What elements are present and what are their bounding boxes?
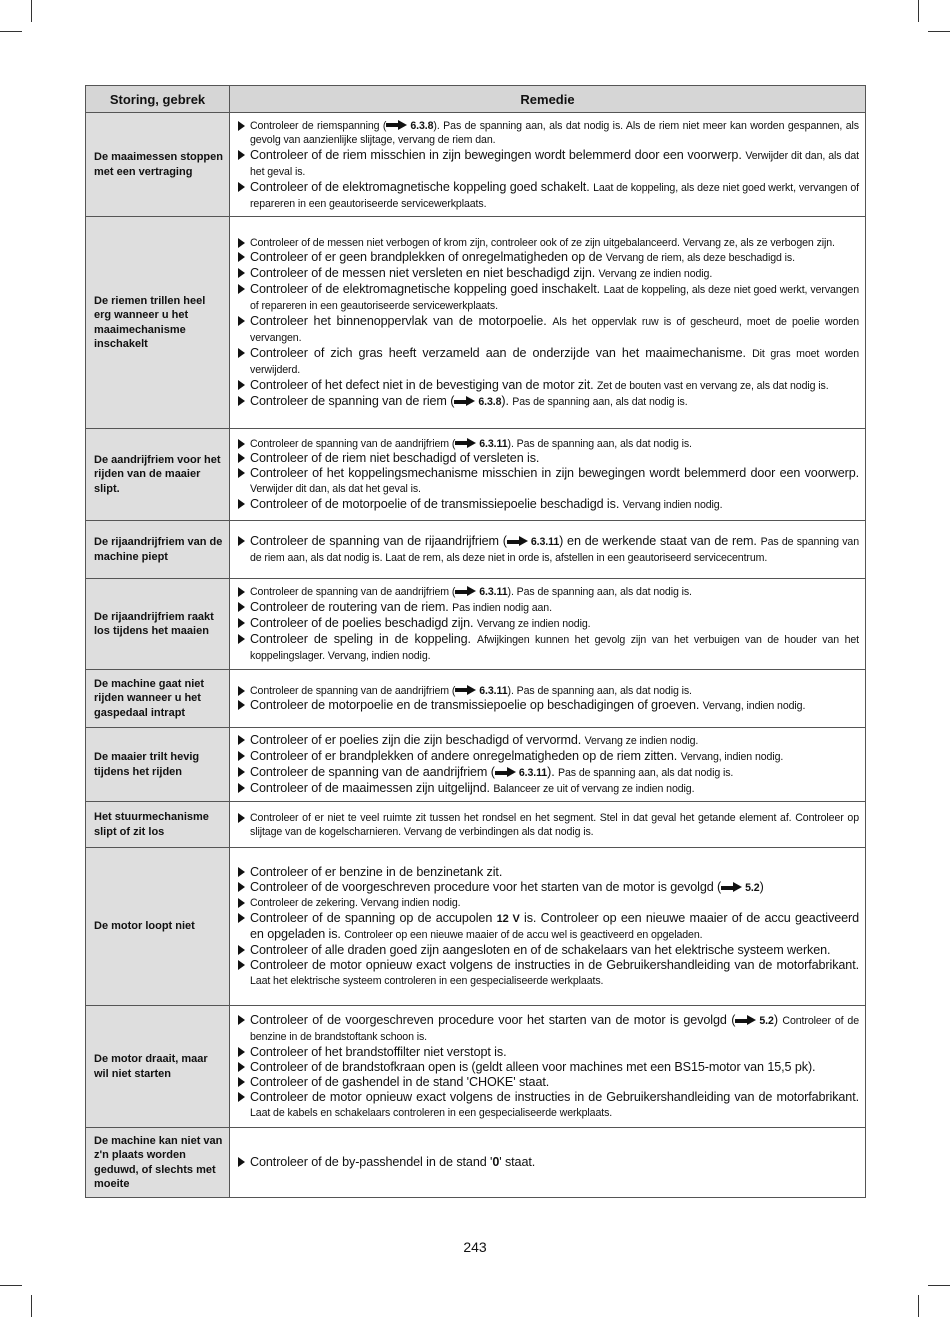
remedy-detail: Vervang, indien nodig. (702, 700, 806, 713)
remedy-detail: Vervang ze indien nodig. (476, 617, 591, 630)
remedy-item (238, 733, 859, 749)
problem-cell: De motor loopt niet (86, 848, 230, 1006)
remedy-text: Controleer de motorpoelie en de transmissiepoelie op beschadigingen of groeven. (250, 698, 700, 713)
remedy-item (238, 616, 859, 632)
remedy-text: Controleer de motor opnieuw exact volgens de instructies in de Gebruikershandleiding van de motorfabrikant. (250, 957, 859, 972)
table-header-row (86, 86, 866, 113)
remedy-cell (230, 429, 866, 521)
remedy-item (238, 749, 859, 765)
bullet-triangle-icon (238, 618, 245, 628)
remedy-text: Controleer of de riem misschien in zijn bewegingen wordt belemmerd door een voorwerp. (250, 147, 742, 162)
section-reference (735, 1015, 773, 1027)
remedy-detail: Pas de spanning aan, als dat nodig is. (512, 396, 688, 409)
problem-column-header: Storing, gebrek (86, 86, 230, 113)
remedy-item (238, 1013, 859, 1045)
problem-cell: De maaimessen stoppen met een vertraging (86, 113, 230, 217)
problem-cell: De rijaandrijfriem van de machine piept (86, 521, 230, 579)
remedy-detail: Vervang indien nodig. (622, 499, 723, 512)
remedy-text: ' staat. (499, 1155, 536, 1169)
remedy-detail: Verwijder dit dan, als dat het geval is. (250, 483, 421, 496)
problem-cell: De machine gaat niet rijden wanneer u het gaspedaal intrapt (86, 670, 230, 728)
remedy-item (238, 1060, 859, 1075)
remedy-text: ). Pas de spanning aan, als dat nodig is. (507, 586, 692, 599)
remedy-detail: Laat de kabels en schakelaars controleren in een gespecialiseerde werkplaats. (250, 1107, 613, 1119)
remedy-item (238, 958, 859, 989)
reference-number: 6.3.8 (478, 396, 502, 409)
remedy-text: ). (547, 765, 555, 779)
troubleshooting-table (85, 85, 866, 1198)
crop-mark (928, 1285, 950, 1286)
remedy-detail: Afwijkingen kunnen het gevolg zijn van het verbuigen van de houder van het koppelingslager. Vervang, indien nodig. (250, 633, 859, 662)
reference-number: 6.3.11 (479, 684, 508, 697)
problem-cell: De maaier trilt hevig tijdens het rijden (86, 728, 230, 802)
remedy-text: Controleer de riemspanning ( (250, 119, 387, 132)
remedy-cell (230, 217, 866, 429)
remedy-detail: Als het oppervlak ruw is of gescheurd, moet de poelie worden vervangen. (250, 316, 860, 345)
bullet-triangle-icon (238, 1077, 245, 1087)
remedy-cell (230, 1006, 866, 1128)
bullet-triangle-icon (238, 735, 245, 745)
remedy-detail: Vervang ze indien nodig. (598, 268, 713, 281)
problem-cell: Het stuurmechanisme slipt of zit los (86, 802, 230, 848)
remedy-detail: Laat het elektrische systeem controleren in een gespecialiseerde werkplaats. (250, 974, 604, 987)
bullet-triangle-icon (238, 536, 245, 546)
remedy-text: Controleer of de riem niet beschadigd of versleten is. (250, 451, 540, 466)
bullet-triangle-icon (238, 751, 245, 761)
remedy-detail: Laat de koppeling, als deze niet goed werkt, vervangen of repareren in een geautoriseerde servicewerkplaats. (250, 181, 859, 210)
remedy-text: is. Controleer op een nieuwe maaier of de accu geactiveerd en opgeladen is. (250, 910, 859, 941)
table-row (86, 429, 866, 521)
remedy-item (238, 250, 859, 266)
bullet-triangle-icon (238, 439, 245, 449)
remedy-text: Controleer de spanning van de aandrijfriem ( (250, 684, 456, 697)
remedy-text: Controleer of de maaimessen zijn uitgelijnd. (250, 781, 490, 795)
remedy-item (238, 437, 859, 452)
remedy-text: Controleer of zich gras heeft verzameld aan de onderzijde van het maaimechanisme. (250, 346, 746, 361)
remedy-text: ) (759, 880, 764, 895)
remedy-text: Controleer of de elektromagnetische koppeling goed schakelt. (250, 179, 590, 194)
remedy-detail: Vervang ze indien nodig. (584, 735, 699, 747)
remedy-text: Controleer of het koppelingsmechanisme misschien in zijn bewegingen wordt belemmerd door een voorwerp. (250, 466, 859, 481)
section-reference (497, 913, 520, 925)
remedy-item (238, 534, 859, 566)
problem-cell: De aandrijfriem voor het rijden van de maaier slipt. (86, 429, 230, 521)
bullet-triangle-icon (238, 960, 245, 970)
remedy-detail: Balanceer ze uit of vervang ze indien nodig. (493, 783, 695, 795)
remedy-text: Controleer of de messen niet verbogen of krom zijn, controleer ook of ze zijn uitgebalanceerd. Vervang ze, als ze verbogen zijn. (250, 236, 835, 249)
remedy-text: Controleer of het brandstoffilter niet verstopt is. (250, 1045, 507, 1059)
remedy-text: Controleer de motor opnieuw exact volgens de instructies in de Gebruikershandleiding van de motorfabrikant. (250, 1090, 859, 1104)
remedy-cell (230, 728, 866, 802)
remedy-text: ) (773, 1013, 778, 1027)
remedy-item (238, 765, 859, 781)
page-number: 243 (463, 1239, 487, 1255)
remedy-detail: Vervang de riem, als deze beschadigd is. (605, 252, 795, 265)
remedy-item (238, 600, 859, 616)
bullet-triangle-icon (238, 1062, 245, 1072)
bullet-triangle-icon (238, 268, 245, 278)
remedy-item (238, 698, 859, 714)
bullet-triangle-icon (238, 1047, 245, 1057)
remedy-cell (230, 802, 866, 848)
table-row (86, 217, 866, 429)
remedy-item (238, 1155, 859, 1171)
crop-mark (918, 1295, 919, 1317)
bullet-triangle-icon (238, 898, 245, 908)
reference-number: 12 V (496, 912, 520, 925)
reference-number: 5.2 (745, 882, 760, 895)
problem-cell: De motor draait, maar wil niet starten (86, 1006, 230, 1128)
section-reference (721, 882, 759, 894)
table-row (86, 113, 866, 217)
remedy-item (238, 148, 859, 180)
remedy-item (238, 684, 859, 699)
bullet-triangle-icon (238, 783, 245, 793)
crop-mark (0, 1285, 22, 1286)
remedy-item (238, 466, 859, 497)
remedy-text: Controleer of er poelies zijn die zijn beschadigd of vervormd. (250, 733, 582, 747)
problem-cell: De machine kan niet van z'n plaats worden geduwd, of slechts met moeite (86, 1128, 230, 1198)
reference-number: 6.3.11 (479, 586, 508, 599)
remedy-item (238, 811, 859, 840)
remedy-item (238, 378, 859, 394)
remedy-text: Controleer of er brandplekken of andere onregelmatigheden op de riem zitten. (250, 749, 678, 763)
bullet-triangle-icon (238, 238, 245, 248)
bullet-triangle-icon (238, 813, 245, 823)
remedy-text: ). (501, 394, 509, 409)
remedy-item (238, 119, 859, 148)
remedy-detail: Pas de spanning van de riem aan, als dat nodig is. Laat de rem, als deze niet in orde is, afstellen in een geautoriseerd servicecentrum. (250, 536, 859, 564)
remedy-cell (230, 1128, 866, 1198)
bullet-triangle-icon (238, 767, 245, 777)
remedy-detail: Laat de koppeling, als deze niet goed werkt, vervangen of repareren in een geautoriseerde servicewerkplaats. (250, 284, 860, 313)
bullet-triangle-icon (238, 686, 245, 696)
remedy-text: Controleer of er niet te veel ruimte zit tussen het rondsel en het segment. Stel in dat geval het getande element af. Controleer op slijtage van de kogelscharnieren. Vervang de verbindingen als dat nodig is. (250, 811, 859, 838)
section-reference (454, 396, 501, 408)
bullet-triangle-icon (238, 121, 245, 131)
reference-number: 6.3.11 (479, 437, 508, 450)
remedy-item (238, 180, 859, 212)
remedy-detail: Dit gras moet worden verwijderd. (250, 348, 859, 377)
bullet-triangle-icon (238, 882, 245, 892)
bullet-triangle-icon (238, 150, 245, 160)
table-row (86, 728, 866, 802)
bullet-triangle-icon (238, 284, 245, 294)
bullet-triangle-icon (238, 913, 245, 923)
bullet-triangle-icon (238, 945, 245, 955)
problem-cell: De riemen trillen heel erg wanneer u het maaimechanisme inschakelt (86, 217, 230, 429)
bullet-triangle-icon (238, 453, 245, 463)
bullet-triangle-icon (238, 602, 245, 612)
remedy-item (238, 1045, 859, 1060)
remedy-item (238, 497, 859, 513)
remedy-text: ) en de werkende staat van de rem. (559, 534, 757, 548)
crop-mark (31, 0, 32, 22)
section-reference (507, 536, 559, 548)
remedy-text: Controleer of er geen brandplekken of onregelmatigheden op de (250, 250, 603, 265)
reference-arrow-icon (455, 587, 477, 596)
section-reference (455, 685, 507, 697)
reference-number: 6.3.11 (518, 767, 548, 779)
bullet-triangle-icon (238, 1157, 245, 1167)
remedy-column-header: Remedie (230, 86, 866, 113)
remedy-item (238, 781, 859, 797)
bullet-triangle-icon (238, 316, 245, 326)
crop-mark (928, 31, 950, 32)
reference-arrow-icon (507, 537, 529, 546)
remedy-detail: Zet de bouten vast en vervang ze, als dat nodig is. (596, 380, 829, 393)
bullet-triangle-icon (238, 468, 245, 478)
remedy-item (238, 585, 859, 600)
remedy-item (238, 266, 859, 282)
reference-arrow-icon (386, 121, 408, 130)
remedy-text: Controleer of de gashendel in de stand 'CHOKE' staat. (250, 1075, 550, 1089)
crop-mark (31, 1295, 32, 1317)
remedy-text: ). Pas de spanning aan, als dat nodig is. (507, 684, 692, 697)
remedy-item (238, 1090, 859, 1121)
remedy-item (238, 346, 859, 378)
remedy-item (238, 282, 859, 314)
remedy-text: Controleer of de messen niet versleten en niet beschadigd zijn. (250, 266, 596, 281)
remedy-item (238, 236, 859, 251)
crop-mark (918, 0, 919, 22)
reference-arrow-icon (721, 883, 743, 892)
remedy-text: Controleer of de motorpoelie of de transmissiepoelie beschadigd is. (250, 497, 620, 512)
remedy-text: Controleer de spanning van de aandrijfriem ( (250, 765, 495, 779)
table-row (86, 848, 866, 1006)
remedy-detail: Pas de spanning aan, als dat nodig is. (558, 767, 734, 779)
reference-arrow-icon (455, 686, 477, 695)
bullet-triangle-icon (238, 252, 245, 262)
table-body (86, 113, 866, 1198)
remedy-text: Controleer of de brandstofkraan open is (geldt alleen voor machines met een BS15-motor van 15,5 pk). (250, 1060, 816, 1074)
remedy-item (238, 394, 859, 410)
remedy-item (238, 865, 859, 880)
remedy-text: Controleer de spanning van de riem ( (250, 394, 455, 409)
remedy-item (238, 911, 859, 943)
remedy-text: ). Pas de spanning aan, als dat nodig is. (507, 437, 692, 450)
bullet-triangle-icon (238, 396, 245, 406)
remedy-item (238, 943, 859, 958)
remedy-text: Controleer of de by-passhendel in de stand ' (250, 1155, 493, 1169)
table-row (86, 670, 866, 728)
remedy-text: Controleer of de poelies beschadigd zijn. (250, 615, 474, 630)
bullet-triangle-icon (238, 867, 245, 877)
remedy-cell (230, 670, 866, 728)
bullet-triangle-icon (238, 1015, 245, 1025)
remedy-text: Controleer de routering van de riem. (250, 599, 449, 614)
remedy-cell (230, 579, 866, 670)
remedy-text: Controleer of de spanning op de accupolen (250, 910, 497, 925)
table-row (86, 521, 866, 579)
remedy-detail: Verwijder dit dan, als dat het geval is. (250, 149, 859, 178)
table-row (86, 579, 866, 670)
remedy-detail: Pas indien nodig aan. (452, 601, 552, 614)
bullet-triangle-icon (238, 499, 245, 509)
remedy-cell (230, 521, 866, 579)
bullet-triangle-icon (238, 380, 245, 390)
remedy-cell (230, 113, 866, 217)
remedy-item (238, 1075, 859, 1090)
bullet-triangle-icon (238, 700, 245, 710)
remedy-text: Controleer of de voorgeschreven procedure voor het starten van de motor is gevolgd ( (250, 880, 722, 895)
remedy-detail: Vervang, indien nodig. (680, 751, 784, 763)
remedy-item (238, 896, 859, 911)
bullet-triangle-icon (238, 587, 245, 597)
bullet-triangle-icon (238, 634, 245, 644)
bullet-triangle-icon (238, 1092, 245, 1102)
remedy-text: Controleer of het defect niet in de bevestiging van de motor zit. (250, 378, 594, 393)
table-row (86, 1006, 866, 1128)
remedy-detail: Controleer op een nieuwe maaier of de accu wel is geactiveerd en opgeladen. (344, 928, 703, 941)
remedy-text: Controleer het binnenoppervlak van de motorpoelie. (250, 314, 547, 329)
remedy-item (238, 880, 859, 896)
remedy-text: Controleer of alle draden goed zijn aangesloten en of de schakelaars van het elektrische systeem werken. (250, 942, 831, 957)
remedy-text: Controleer de speling in de koppeling. (250, 631, 471, 646)
reference-arrow-icon (495, 768, 517, 777)
reference-number: 5.2 (759, 1015, 774, 1027)
bullet-triangle-icon (238, 348, 245, 358)
bullet-triangle-icon (238, 182, 245, 192)
reference-arrow-icon (735, 1016, 757, 1025)
table-row (86, 802, 866, 848)
remedy-text: ). Pas de spanning aan, als dat nodig is. Als de riem niet meer kan worden gespannen, als gevolg van aanzienlijke slijtage, vervang de riem dan. (250, 119, 859, 146)
section-reference (495, 767, 547, 779)
problem-cell: De rijaandrijfriem raakt los tijdens het maaien (86, 579, 230, 670)
table-row (86, 1128, 866, 1198)
reference-number: 6.3.11 (530, 536, 560, 548)
remedy-cell (230, 848, 866, 1006)
remedy-item (238, 451, 859, 466)
crop-mark (0, 31, 22, 32)
reference-arrow-icon (454, 397, 476, 406)
remedy-text: Controleer de zekering. Vervang indien nodig. (250, 897, 461, 910)
section-reference (386, 120, 433, 132)
remedy-detail: Controleer of de benzine in de brandstoftank schoon is. (250, 1015, 859, 1043)
remedy-text: Controleer of er benzine in de benzinetank zit. (250, 865, 503, 880)
remedy-text: Controleer de spanning van de aandrijfriem ( (250, 586, 456, 599)
remedy-item (238, 314, 859, 346)
reference-number: 0 (492, 1155, 500, 1169)
remedy-text: Controleer de spanning van de rijaandrijfriem ( (250, 534, 507, 548)
section-reference (455, 586, 507, 598)
remedy-text: Controleer of de elektromagnetische koppeling goed inschakelt. (250, 282, 600, 297)
remedy-item (238, 632, 859, 664)
reference-arrow-icon (455, 439, 477, 448)
reference-number: 6.3.8 (410, 119, 434, 132)
remedy-text: Controleer de spanning van de aandrijfriem ( (250, 437, 456, 450)
section-reference (455, 438, 507, 450)
remedy-text: Controleer of de voorgeschreven procedure voor het starten van de motor is gevolgd ( (250, 1013, 736, 1027)
